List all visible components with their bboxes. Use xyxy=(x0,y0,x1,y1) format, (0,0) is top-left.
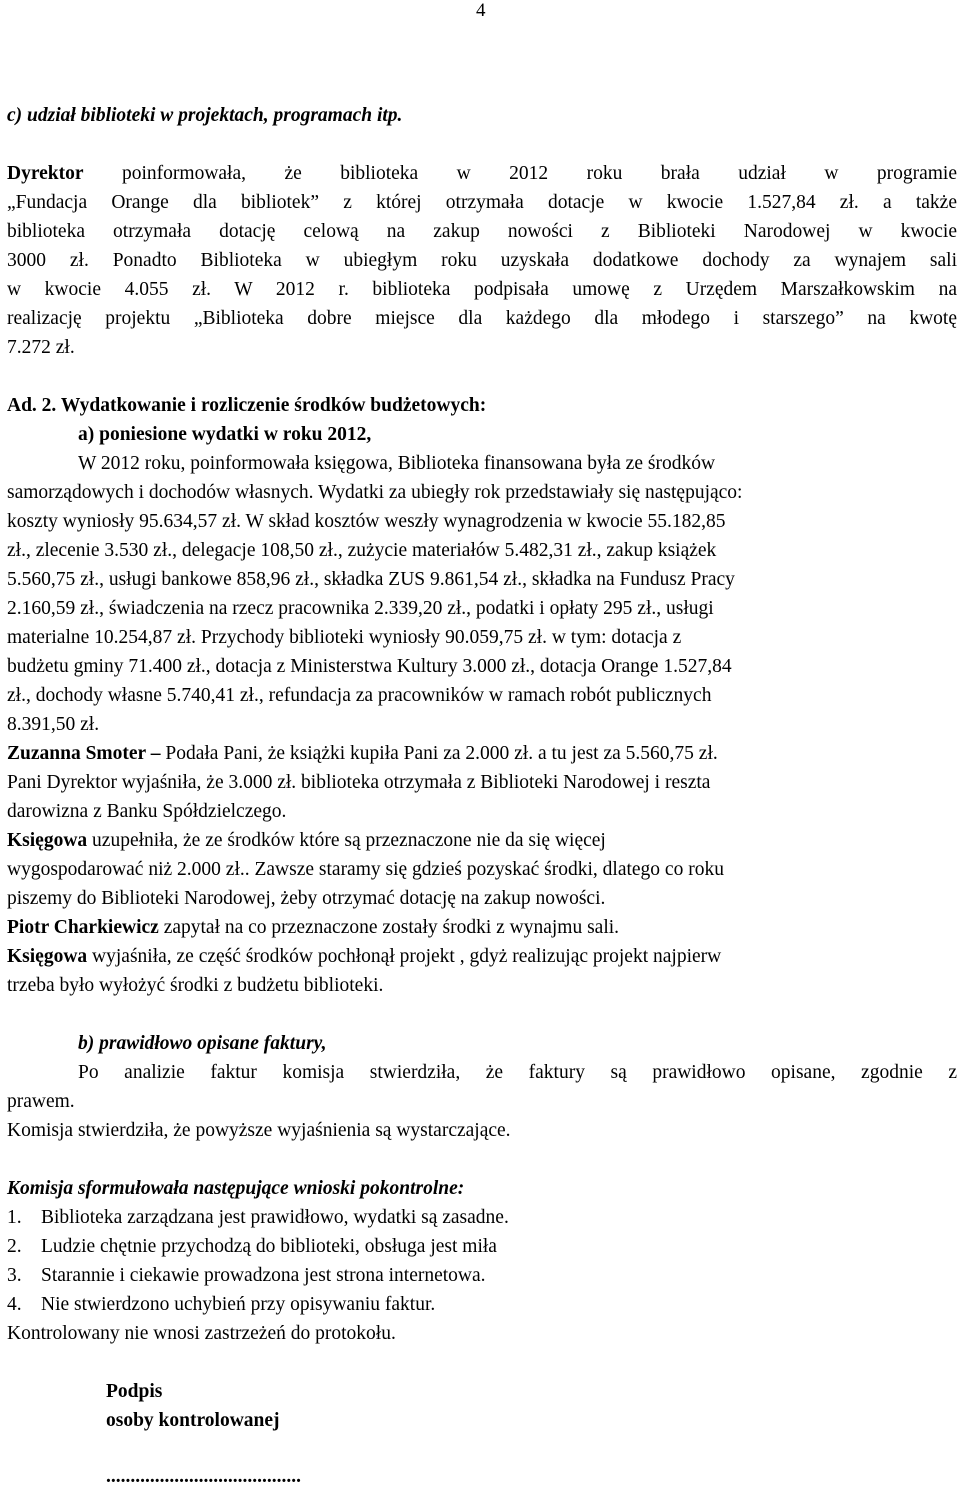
signature-label-1: Podpis xyxy=(106,1381,163,1402)
speaker-dyrektor: Dyrektor xyxy=(7,163,84,184)
dialogue-line-2: Pani Dyrektor wyjaśniła, że 3.000 zł. biblioteka otrzymała z Biblioteki Narodowej i reszta xyxy=(7,772,711,793)
conclusion-number: 1. xyxy=(7,1207,22,1228)
dialogue-line-7 xyxy=(7,916,619,940)
para2-line-8: budżetu gminy 71.400 zł., dotacja z Ministerstwa Kultury 3.000 zł., dotacja Orange 1.527,84 xyxy=(7,656,732,677)
para1-line-6: realizację projektu „Biblioteka dobre miejsce dla każdego dla młodego i starszego” na kwotę xyxy=(7,308,957,329)
dialogue-line-4 xyxy=(7,829,606,853)
sub-b-heading: b) prawidłowo opisane faktury, xyxy=(78,1033,327,1054)
dialogue-text: Podała Pani, że książki kupiła Pani za 2.000 zł. a tu jest za 5.560,75 zł. xyxy=(160,743,718,764)
conclusion-text: Starannie i ciekawie prowadzona jest strona internetowa. xyxy=(41,1265,486,1286)
para3-line-2: prawem. xyxy=(7,1091,75,1112)
para1-line-7: 7.272 zł. xyxy=(7,337,75,358)
speaker-zuzanna-smoter: Zuzanna Smoter – xyxy=(7,743,161,764)
para2-line-10: 8.391,50 zł. xyxy=(7,714,100,735)
para2-line-5: 5.560,75 zł., usługi bankowe 858,96 zł., składka ZUS 9.861,54 zł., składka na Fundusz Pracy xyxy=(7,569,735,590)
para2-line-7: materialne 10.254,87 zł. Przychody biblioteki wyniosły 90.059,75 zł. w tym: dotacja z xyxy=(7,627,682,648)
sub-a-heading: a) poniesione wydatki w roku 2012, xyxy=(78,424,372,445)
conclusion-text: Biblioteka zarządzana jest prawidłowo, wydatki są zasadne. xyxy=(41,1207,509,1228)
para1-line-3: biblioteka otrzymała dotację celową na zakup nowości z Biblioteki Narodowej w kwocie xyxy=(7,221,957,242)
dialogue-line-5: wygospodarować niż 2.000 zł.. Zawsze staramy się gdzieś pozyskać środki, dlatego co roku xyxy=(7,859,724,880)
dialogue-text: uzupełniła, że ze środków które są przeznaczone nie da się więcej xyxy=(87,830,606,851)
para3-line-1: Po analizie faktur komisja stwierdziła, że faktury są prawidłowo opisane, zgodnie z xyxy=(78,1062,957,1083)
conclusions-heading: Komisja sformułowała następujące wnioski pokontrolne: xyxy=(7,1178,465,1199)
ad2-heading: Ad. 2. Wydatkowanie i rozliczenie środków budżetowych: xyxy=(7,395,487,416)
para2-line-3: koszty wyniosły 95.634,57 zł. W skład kosztów weszły wynagrodzenia w kwocie 55.182,85 xyxy=(7,511,726,532)
section-c-heading: c) udział biblioteki w projektach, programach itp. xyxy=(7,105,403,126)
para2-line-4: zł., zlecenie 3.530 zł., delegacje 108,50 zł., zużycie materiałów 5.482,31 zł., zakup książek xyxy=(7,540,717,561)
para1-line-5: w kwocie 4.055 zł. W 2012 r. biblioteka podpisała umowę z Urzędem Marszałkowskim na xyxy=(7,279,957,300)
para1-line-2: „Fundacja Orange dla bibliotek” z której otrzymała dotacje w kwocie 1.527,84 zł. a także xyxy=(7,192,957,213)
dialogue-line-3: darowizna z Banku Spółdzielczego. xyxy=(7,801,287,822)
signature-dots: ........................................ xyxy=(106,1466,301,1487)
dialogue-line-1 xyxy=(7,742,718,766)
dialogue-text: zapytał na co przeznaczone zostały środki z wynajmu sali. xyxy=(158,917,620,938)
para4: Komisja stwierdziła, że powyższe wyjaśnienia są wystarczające. xyxy=(7,1120,511,1141)
para1-line-1 xyxy=(7,162,957,186)
page-number: 4 xyxy=(476,0,486,21)
speaker-ksiegowa: Księgowa xyxy=(7,946,88,967)
speaker-ksiegowa: Księgowa xyxy=(7,830,88,851)
para2-line-6: 2.160,59 zł., świadczenia na rzecz pracownika 2.339,20 zł., podatki i opłaty 295 zł., usługi xyxy=(7,598,714,619)
para2-line-9: zł., dochody własne 5.740,41 zł., refundacja za pracowników w ramach robót publicznych xyxy=(7,685,712,706)
dialogue-line-8 xyxy=(7,945,721,969)
signature-label-2: osoby kontrolowanej xyxy=(106,1410,280,1431)
para2-line-2: samorządowych i dochodów własnych. Wydatki za ubiegły rok przedstawiały się następująco: xyxy=(7,482,743,503)
dialogue-line-9: trzeba było wyłożyć środki z budżetu biblioteki. xyxy=(7,975,384,996)
conclusion-text: Ludzie chętnie przychodzą do biblioteki, obsługa jest miła xyxy=(41,1236,497,1257)
conclusion-number: 4. xyxy=(7,1294,22,1315)
speaker-piotr-charkiewicz: Piotr Charkiewicz xyxy=(7,917,159,938)
dialogue-line-6: piszemy do Biblioteki Narodowej, żeby otrzymać dotację na zakup nowości. xyxy=(7,888,606,909)
dialogue-text: wyjaśniła, ze część środków pochłonął projekt , gdyż realizując projekt najpierw xyxy=(87,946,722,967)
conclusion-number: 2. xyxy=(7,1236,22,1257)
para1-text: poinformowała, że biblioteka w 2012 roku brała udział w programie xyxy=(83,163,957,184)
para1-line-4: 3000 zł. Ponadto Biblioteka w ubiegłym roku uzyskała dodatkowe dochody za wynajem sali xyxy=(7,250,957,271)
conclusion-number: 3. xyxy=(7,1265,22,1286)
para2-line-1: W 2012 roku, poinformowała księgowa, Biblioteka finansowana była ze środków xyxy=(78,453,716,474)
conclusion-text: Nie stwierdzono uchybień przy opisywaniu faktur. xyxy=(41,1294,436,1315)
final-line: Kontrolowany nie wnosi zastrzeżeń do protokołu. xyxy=(7,1323,396,1344)
